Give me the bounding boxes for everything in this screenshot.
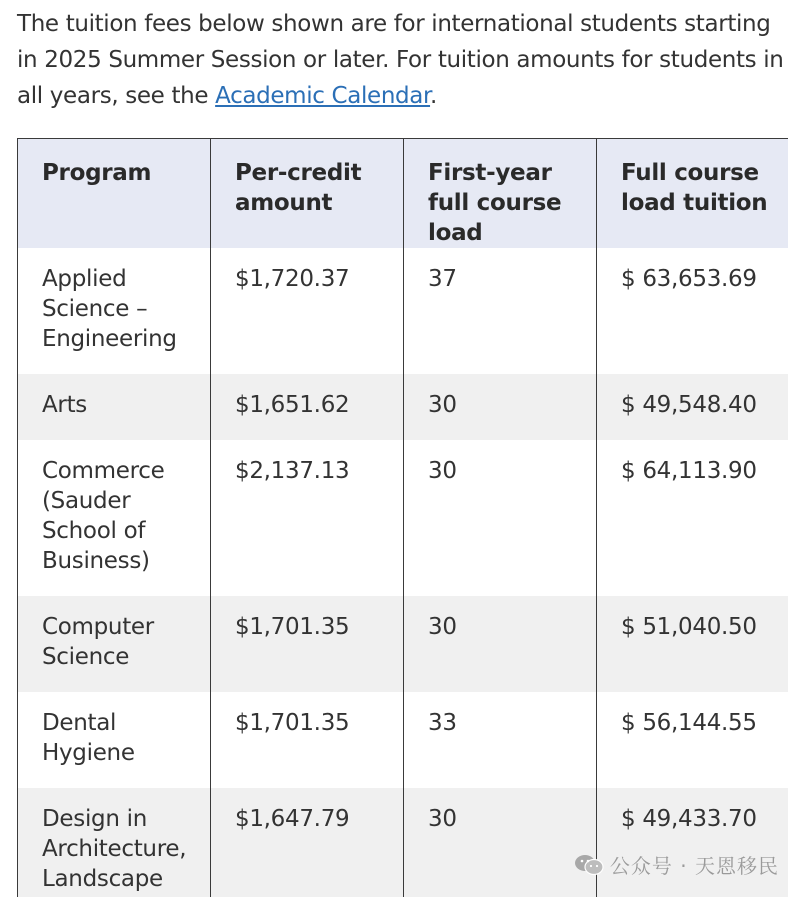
cell-tuition: $ 49,433.70 — [597, 788, 789, 897]
watermark — [574, 850, 779, 879]
header-program: Program — [18, 139, 211, 249]
cell-program: Commerce (Sauder School of Business) — [18, 440, 211, 596]
table-row — [18, 440, 789, 596]
cell-tuition: $ 51,040.50 — [597, 596, 789, 692]
table-row — [18, 374, 789, 440]
cell-per-credit: $1,720.37 — [211, 248, 404, 374]
table-row — [18, 596, 789, 692]
cell-per-credit: $1,647.79 — [211, 788, 404, 897]
watermark-text: 公众号 · 天恩移民 — [609, 854, 779, 878]
intro-text: The tuition fees below shown are for international students starting in 2025 Summer Session or later. For tuition amounts for students in all years, see the — [17, 11, 784, 109]
header-full-tuition: Full course load tuition — [597, 139, 789, 249]
cell-program: Arts — [18, 374, 211, 440]
cell-program: Design in Architecture, Landscape — [18, 788, 211, 897]
table-header-row — [18, 139, 789, 249]
cell-load: 37 — [404, 248, 597, 374]
cell-program: Dental Hygiene — [18, 692, 211, 788]
table-row — [18, 248, 789, 374]
cell-program: Applied Science – Engineering — [18, 248, 211, 374]
cell-tuition: $ 64,113.90 — [597, 440, 789, 596]
cell-tuition: $ 56,144.55 — [597, 692, 789, 788]
intro-text-end: . — [430, 83, 438, 109]
wechat-icon — [574, 853, 604, 877]
intro-paragraph — [17, 6, 792, 114]
cell-tuition: $ 63,653.69 — [597, 248, 789, 374]
academic-calendar-link[interactable]: Academic Calendar — [215, 83, 431, 109]
header-first-year-load: First-year full course load — [404, 139, 597, 249]
cell-per-credit: $1,651.62 — [211, 374, 404, 440]
cell-load: 30 — [404, 440, 597, 596]
header-per-credit: Per-credit amount — [211, 139, 404, 249]
table-row — [18, 692, 789, 788]
cell-load: 33 — [404, 692, 597, 788]
tuition-table-container — [17, 138, 788, 897]
cell-per-credit: $1,701.35 — [211, 692, 404, 788]
tuition-table — [17, 138, 788, 897]
cell-load: 30 — [404, 374, 597, 440]
cell-per-credit: $1,701.35 — [211, 596, 404, 692]
cell-load: 30 — [404, 788, 597, 897]
cell-load: 30 — [404, 596, 597, 692]
table-row — [18, 788, 789, 897]
cell-tuition: $ 49,548.40 — [597, 374, 789, 440]
cell-program: Computer Science — [18, 596, 211, 692]
cell-per-credit: $2,137.13 — [211, 440, 404, 596]
